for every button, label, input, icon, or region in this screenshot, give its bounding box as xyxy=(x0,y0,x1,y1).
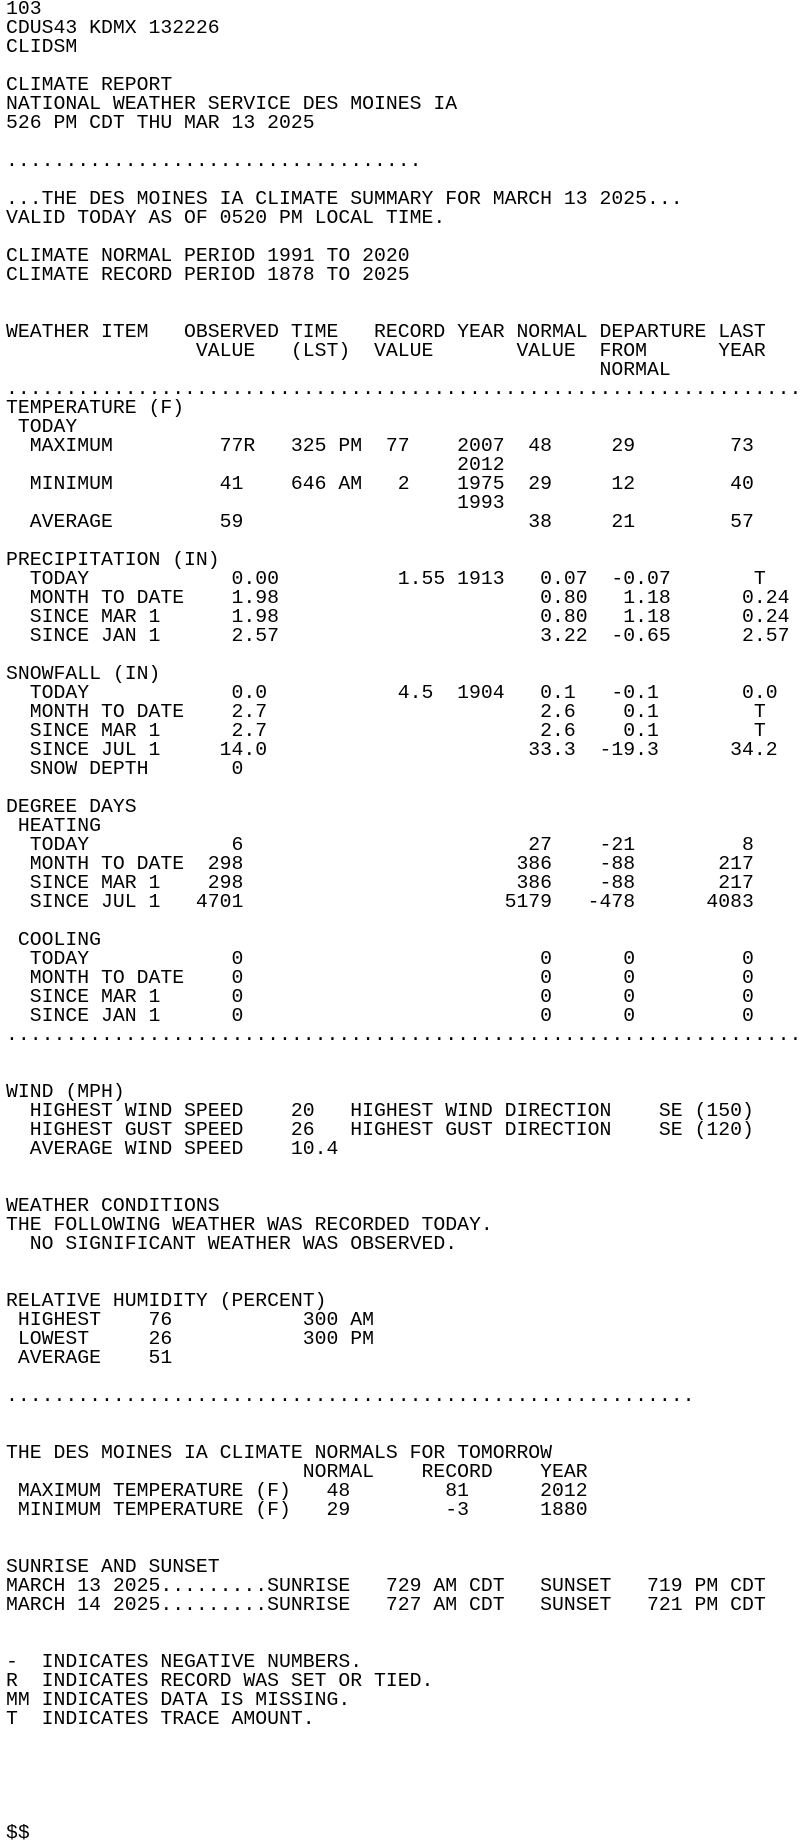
report-line xyxy=(6,1615,810,1634)
report-line: - INDICATES NEGATIVE NUMBERS. xyxy=(6,1651,363,1673)
report-line: NO SIGNIFICANT WEATHER WAS OBSERVED. xyxy=(6,1233,458,1255)
report-line: HIGHEST 76 300 AM xyxy=(6,1309,374,1331)
report-line: ................................................................... xyxy=(6,378,802,400)
report-line: SUNRISE AND SUNSET xyxy=(6,1556,220,1578)
report-line: MAXIMUM TEMPERATURE (F) 48 81 2012 xyxy=(6,1480,588,1502)
report-line xyxy=(6,285,810,304)
report-line: ................................................................... xyxy=(6,1024,802,1046)
report-line: TODAY 0.00 1.55 1913 0.07 -0.07 T xyxy=(6,568,766,590)
report-line: TODAY 0 0 0 0 xyxy=(6,948,754,970)
report-line xyxy=(6,1520,810,1539)
report-line: MARCH 14 2025.........SUNRISE 727 AM CDT SUNSET 721 PM CDT xyxy=(6,1594,766,1616)
report-line: TODAY xyxy=(6,416,78,438)
report-line: VALID TODAY AS OF 0520 PM LOCAL TIME. xyxy=(6,207,446,229)
report-line xyxy=(6,1767,810,1786)
report-line: VALUE (LST) VALUE VALUE FROM YEAR xyxy=(6,340,766,362)
report-line xyxy=(6,1748,810,1767)
report-line: R INDICATES RECORD WAS SET OR TIED. xyxy=(6,1670,434,1692)
report-line: MAXIMUM 77R 325 PM 77 2007 48 29 73 xyxy=(6,435,754,457)
report-line: MONTH TO DATE 298 386 -88 217 xyxy=(6,853,754,875)
report-line: 2012 xyxy=(6,454,505,476)
report-line: MONTH TO DATE 2.7 2.6 0.1 T xyxy=(6,701,766,723)
report-line xyxy=(6,1406,810,1425)
report-line: CLIDSM xyxy=(6,36,78,58)
report-line: LOWEST 26 300 PM xyxy=(6,1328,374,1350)
report-line: SINCE MAR 1 0 0 0 0 xyxy=(6,986,754,1008)
report-line: THE FOLLOWING WEATHER WAS RECORDED TODAY. xyxy=(6,1214,493,1236)
report-line: THE DES MOINES IA CLIMATE NORMALS FOR TOMORROW xyxy=(6,1442,553,1464)
report-line: SINCE MAR 1 1.98 0.80 1.18 0.24 xyxy=(6,606,790,628)
report-line: WEATHER CONDITIONS xyxy=(6,1195,220,1217)
report-line: 526 PM CDT THU MAR 13 2025 xyxy=(6,112,315,134)
report-line: SINCE JAN 1 2.57 3.22 -0.65 2.57 xyxy=(6,625,790,647)
report-line: SINCE MAR 1 2.7 2.6 0.1 T xyxy=(6,720,766,742)
report-line: SINCE JUL 1 14.0 33.3 -19.3 34.2 xyxy=(6,739,778,761)
report-line: 1993 xyxy=(6,492,505,514)
report-line: WIND (MPH) xyxy=(6,1081,125,1103)
report-line xyxy=(6,1786,810,1805)
report-line: SINCE MAR 1 298 386 -88 217 xyxy=(6,872,754,894)
report-line xyxy=(6,1729,810,1748)
report-line xyxy=(6,912,810,931)
report-line xyxy=(6,1159,810,1178)
report-line xyxy=(6,1254,810,1273)
report-line: AVERAGE 51 xyxy=(6,1347,173,1369)
report-line: MONTH TO DATE 0 0 0 0 xyxy=(6,967,754,989)
report-line xyxy=(6,1064,810,1083)
report-line: 103 xyxy=(6,0,42,20)
report-line: RELATIVE HUMIDITY (PERCENT) xyxy=(6,1290,327,1312)
report-line: TODAY 0.0 4.5 1904 0.1 -0.1 0.0 xyxy=(6,682,778,704)
report-line: NORMAL xyxy=(6,359,671,381)
report-line: SNOW DEPTH 0 xyxy=(6,758,244,780)
report-line: T INDICATES TRACE AMOUNT. xyxy=(6,1708,315,1730)
report-line: MARCH 13 2025.........SUNRISE 729 AM CDT SUNSET 719 PM CDT xyxy=(6,1575,766,1597)
report-line: SINCE JAN 1 0 0 0 0 xyxy=(6,1005,754,1027)
report-line: HEATING xyxy=(6,815,101,837)
report-line: HIGHEST WIND SPEED 20 HIGHEST WIND DIRECTION SE (150) xyxy=(6,1100,754,1122)
report-line: PRECIPITATION (IN) xyxy=(6,549,220,571)
report-line: COOLING xyxy=(6,929,101,951)
report-line: AVERAGE 59 38 21 57 xyxy=(6,511,754,533)
report-line: MM INDICATES DATA IS MISSING. xyxy=(6,1689,351,1711)
report-line: MINIMUM 41 646 AM 2 1975 29 12 40 xyxy=(6,473,754,495)
report-line xyxy=(6,1045,810,1064)
report-line: SNOWFALL (IN) xyxy=(6,663,161,685)
report-line: SINCE JUL 1 4701 5179 -478 4083 xyxy=(6,891,754,913)
report-line: DEGREE DAYS xyxy=(6,796,137,818)
report-line: MINIMUM TEMPERATURE (F) 29 -3 1880 xyxy=(6,1499,588,1521)
report-line: NORMAL RECORD YEAR xyxy=(6,1461,588,1483)
report-line: NATIONAL WEATHER SERVICE DES MOINES IA xyxy=(6,93,458,115)
report-line: WEATHER ITEM OBSERVED TIME RECORD YEAR NORMAL DEPARTURE LAST xyxy=(6,321,766,343)
report-line: CDUS43 KDMX 132226 xyxy=(6,17,220,39)
report-line: $$ xyxy=(6,1822,30,1844)
report-line: TODAY 6 27 -21 8 xyxy=(6,834,754,856)
report-line: MONTH TO DATE 1.98 0.80 1.18 0.24 xyxy=(6,587,790,609)
report-line: HIGHEST GUST SPEED 26 HIGHEST GUST DIRECTION SE (120) xyxy=(6,1119,754,1141)
report-line: AVERAGE WIND SPEED 10.4 xyxy=(6,1138,339,1160)
report-line: ...THE DES MOINES IA CLIMATE SUMMARY FOR MARCH 13 2025... xyxy=(6,188,683,210)
report-line: CLIMATE RECORD PERIOD 1878 TO 2025 xyxy=(6,264,410,286)
report-line: ................................... xyxy=(6,150,422,172)
report-line: .......................................................... xyxy=(6,1385,695,1407)
report-line xyxy=(6,1805,810,1824)
report-line: CLIMATE NORMAL PERIOD 1991 TO 2020 xyxy=(6,245,410,267)
report-line: CLIMATE REPORT xyxy=(6,74,173,96)
report-line: TEMPERATURE (F) xyxy=(6,397,185,419)
